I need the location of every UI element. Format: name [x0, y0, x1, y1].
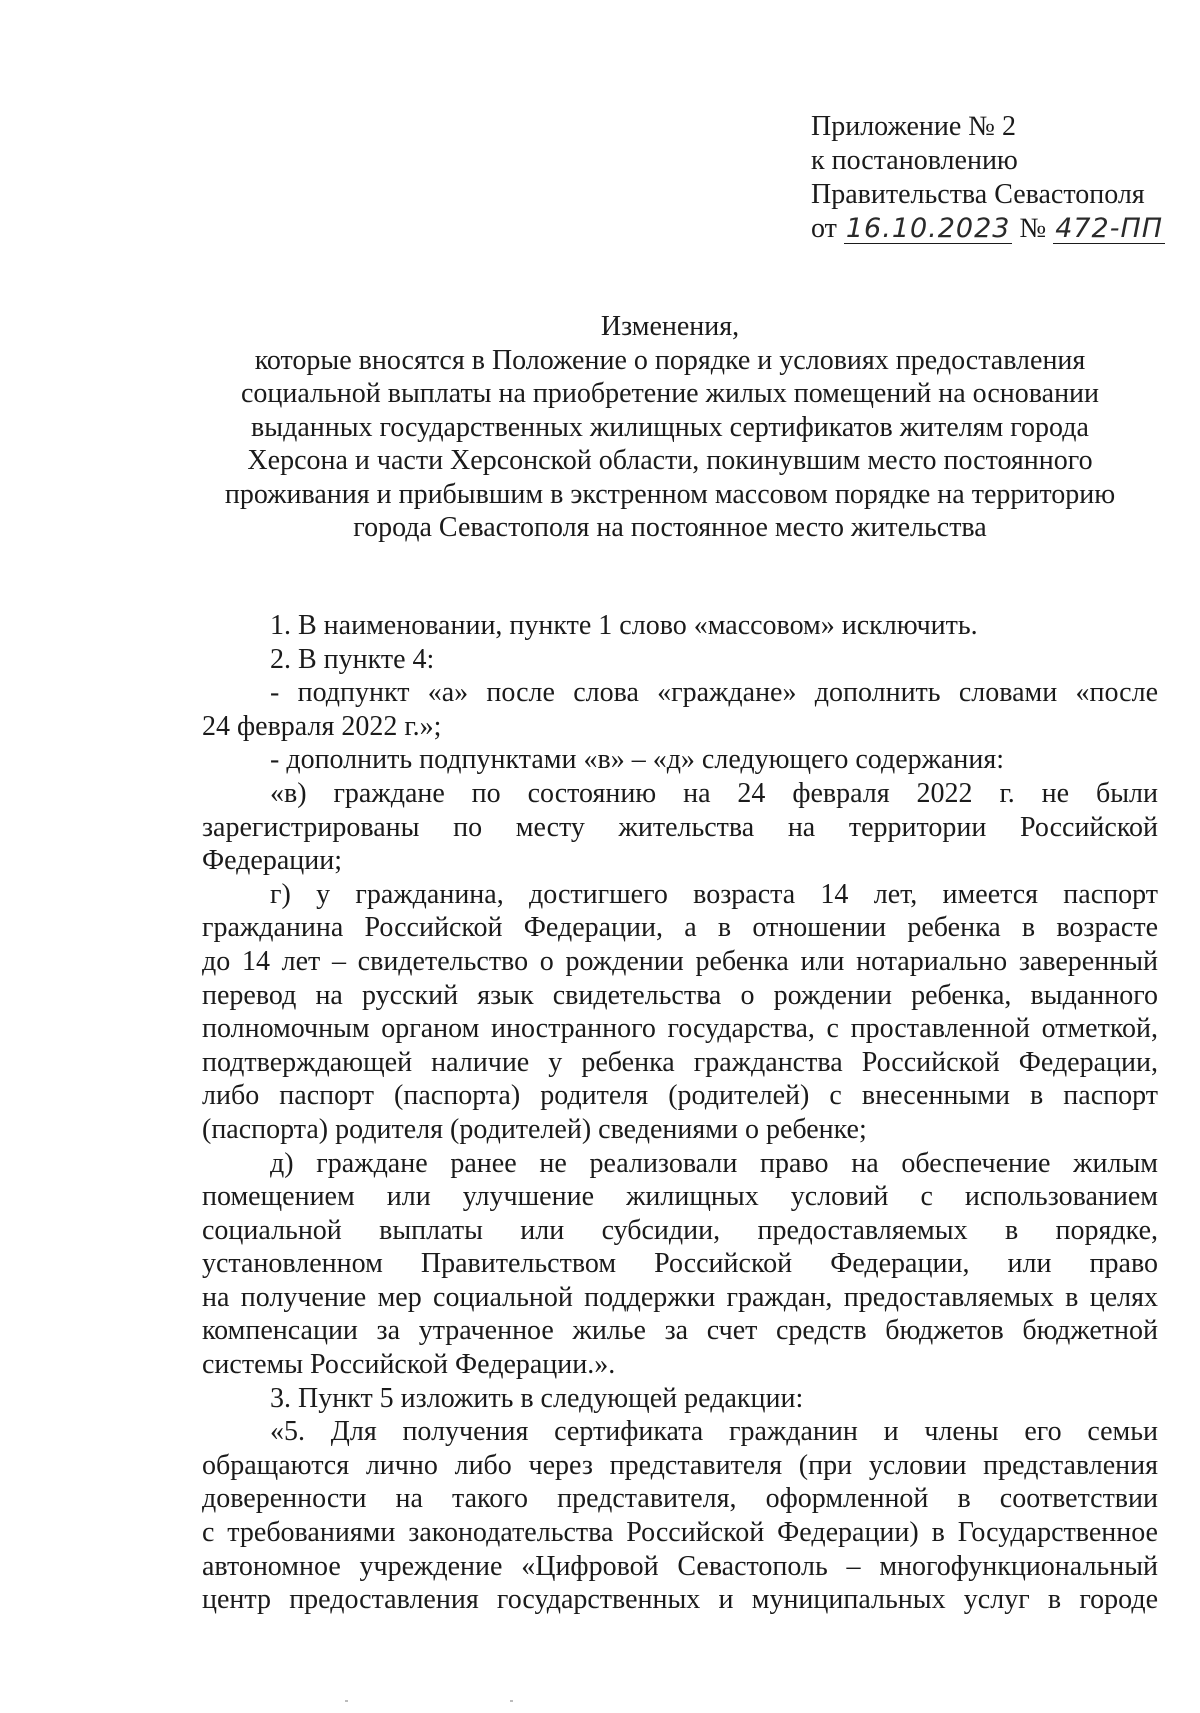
title-line: города Севастополя на постоянное место жительства	[353, 512, 987, 543]
scan-artifact	[345, 1700, 348, 1702]
body-line: зарегистрированы по месту жительства на территории Российской	[202, 811, 1158, 843]
body-line: 3. Пункт 5 изложить в следующей редакции:	[270, 1382, 804, 1414]
body-line: подтверждающей наличие у ребенка гражданства Российской Федерации,	[202, 1046, 1158, 1078]
body-line: помещением или улучшение жилищных условий с использованием	[202, 1181, 1158, 1213]
body-line: до 14 лет – свидетельство о рождении ребенка или нотариально заверенный	[202, 945, 1158, 977]
body-line: полномочным органом иностранного государства, с проставленной отметкой,	[202, 1013, 1158, 1045]
body-line: доверенности на такого представителя, оформленной в соответствии	[202, 1483, 1158, 1515]
body-line: 1. В наименовании, пункте 1 слово «массовом» исключить.	[270, 610, 978, 641]
body-line: (паспорта) родителя (родителей) сведениями о ребенке;	[202, 1113, 867, 1145]
body-line: г) у гражданина, достигшего возраста 14 лет, имеется паспорт	[270, 878, 1158, 910]
title-line: которые вносятся в Положение о порядке и условиях предоставления	[254, 344, 1086, 376]
body-line: - дополнить подпунктами «в» – «д» следующего содержания:	[270, 744, 1005, 776]
number-label: №	[1019, 213, 1047, 244]
body-line: социальной выплаты или субсидии, предоставляемых в порядке,	[202, 1214, 1158, 1246]
body-line: гражданина Российской Федерации, а в отношении ребенка в возрасте	[202, 912, 1158, 944]
body-line: с требованиями законодательства Российской Федерации) в Государственное	[202, 1517, 1158, 1549]
from-label: от	[811, 213, 837, 244]
body-line: системы Российской Федерации.».	[202, 1349, 616, 1381]
title-line: Херсона и части Херсонской области, покинувшим место постоянного	[247, 445, 1093, 476]
body-line: автономное учреждение «Цифровой Севастополь – многофункциональный	[202, 1550, 1158, 1582]
body-line: Федерации;	[202, 845, 343, 877]
appendix-block	[811, 110, 1165, 246]
appendix-government-line: Правительства Севастополя	[811, 179, 1145, 210]
body-line: обращаются лично либо через представителя (при условии представления	[202, 1449, 1158, 1481]
appendix-resolution-line: к постановлению	[811, 145, 1018, 176]
body-line: компенсации за утраченное жилье за счет средств бюджетов бюджетной	[202, 1315, 1158, 1347]
scan-artifact	[510, 1700, 513, 1702]
body-line: либо паспорт (паспорта) родителя (родителей) с внесенными в паспорт	[202, 1080, 1158, 1112]
title-heading: Изменения,	[600, 311, 740, 342]
body-line: - подпункт «а» после слова «граждане» дополнить словами «после	[270, 677, 1158, 709]
title-line: социальной выплаты на приобретение жилых помещений на основании	[240, 378, 1100, 409]
document-body	[202, 609, 1158, 1617]
body-line: 2. В пункте 4:	[270, 643, 435, 675]
appendix-date-number-line	[811, 212, 1165, 246]
title-line: выданных государственных жилищных сертификатов жителям города	[251, 411, 1089, 443]
body-line: «в) граждане по состоянию на 24 февраля 2022 г. не были	[270, 777, 1158, 809]
number-field	[1053, 215, 1165, 244]
body-line: на получение мер социальной поддержки граждан, предоставляемых в целях	[202, 1281, 1158, 1313]
body-line: перевод на русский язык свидетельства о рождении ребенка, выданного	[202, 979, 1158, 1011]
body-line: 24 февраля 2022 г.»;	[202, 710, 442, 742]
body-line: д) граждане ранее не реализовали право на обеспечение жилым	[270, 1147, 1158, 1179]
body-line: «5. Для получения сертификата гражданин и члены его семьи	[270, 1416, 1158, 1448]
body-line: центр предоставления государственных и муниципальных услуг в городе	[202, 1584, 1158, 1616]
body-line: установленном Правительством Российской Федерации, или право	[202, 1248, 1158, 1280]
document-title	[180, 310, 1160, 545]
date-field	[844, 215, 1013, 244]
title-line: проживания и прибывшим в экстренном массовом порядке на территорию	[224, 478, 1116, 510]
appendix-title: Приложение № 2	[811, 111, 1016, 142]
handwritten-number: 472-ПП	[1055, 213, 1164, 244]
handwritten-date: 16.10.2023	[845, 213, 1011, 244]
